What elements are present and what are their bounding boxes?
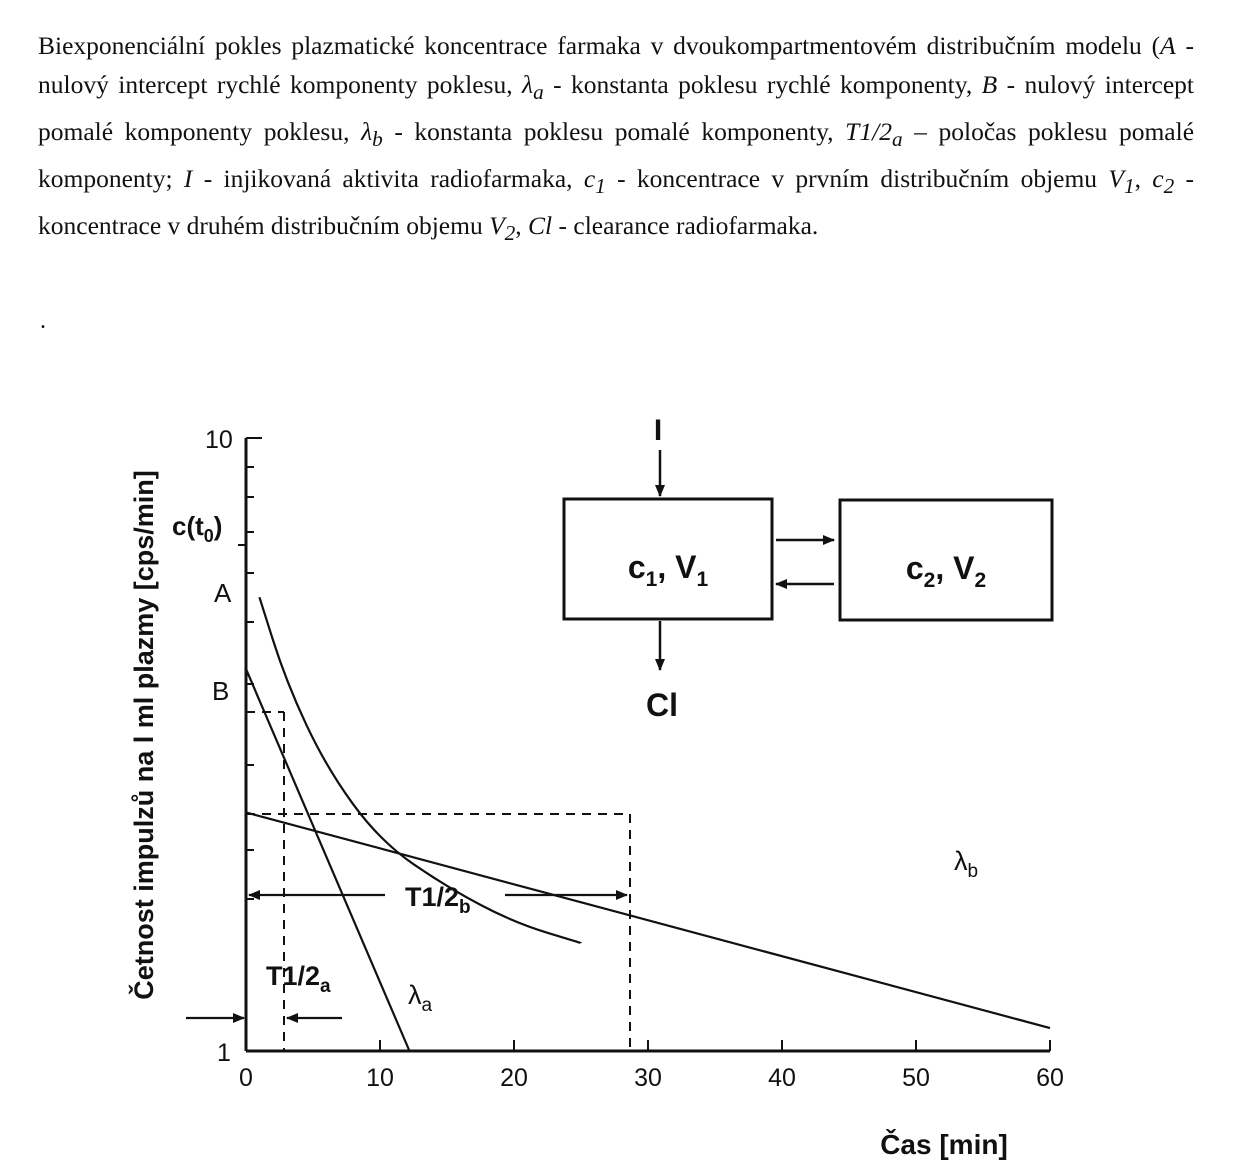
caption-text: – poločas poklesu pomalé komponenty; (38, 117, 1195, 194)
x-tick-label-30: 30 (634, 1064, 662, 1092)
caption-text: - nulový intercept rychlé komponenty poklesu, (38, 31, 1194, 99)
caption-symbol-cl: Cl (528, 211, 553, 241)
caption-subscript: b (372, 127, 383, 152)
label-clearance: Cl (646, 687, 678, 723)
caption-text: - koncentrace v druhém distribučním objemu (38, 164, 1194, 241)
label-t-half-a: $T1/2_a$ (266, 961, 331, 997)
y-tick-label-1: 1 (217, 1039, 231, 1067)
caption-text: - konstanta poklesu pomalé komponenty, (382, 117, 846, 147)
caption-lambda: λ (361, 117, 373, 147)
caption-symbol-c: c (1152, 164, 1164, 194)
x-ticks (246, 1040, 1050, 1051)
label-t-half-b: $T1/2_b$ (405, 882, 471, 918)
caption-text: , (515, 211, 529, 241)
caption-subscript: a (891, 127, 903, 152)
caption-text: - nulový intercept pomalé komponenty poklesu, (38, 70, 1195, 147)
caption-symbol-b: B (981, 70, 998, 99)
caption-subscript: 1 (595, 174, 606, 199)
x-tick-label-20: 20 (500, 1064, 528, 1092)
x-tick-label-40: 40 (768, 1064, 796, 1092)
caption-symbol-thalf: T1/2 (845, 117, 892, 147)
caption-text: - clearance radiofarmaka. (552, 211, 819, 241)
caption-symbol-a: A (1160, 31, 1176, 60)
compartment-1-label: $c_1$, $V_1$ (627, 549, 709, 591)
caption-subscript: 1 (1123, 174, 1135, 199)
caption-text: - konstanta poklesu rychlé komponenty, (543, 70, 982, 99)
caption-subscript: 2 (504, 221, 516, 246)
compartment-diagram (564, 414, 1052, 723)
caption-symbol-v: V (1108, 164, 1124, 194)
caption-subscript: 2 (1163, 174, 1175, 199)
series-lambda-b (246, 812, 1050, 1028)
label-a: A (214, 578, 232, 608)
caption-text: , (1134, 164, 1153, 194)
compartment-2-label: $c_2$, $V_2$ (905, 550, 987, 592)
y-axis-title: Četnost impulzů na l ml plazmy [cps/min] (129, 470, 159, 1000)
label-lambda-a: $\lambda_a$ (408, 980, 433, 1016)
label-c-t0: $c(t_0)$ (172, 511, 223, 546)
y-tick-label-10: 10 (205, 426, 233, 454)
label-input: I (653, 414, 663, 447)
caption-subscript: a (533, 80, 544, 105)
label-lambda-b: $\lambda_b$ (954, 846, 979, 882)
y-minor-ticks (246, 438, 262, 899)
stray-mark: . (40, 308, 46, 334)
caption-symbol-i: I (183, 164, 193, 194)
caption-text: - injikovaná aktivita radiofarmaka, (192, 164, 584, 194)
x-tick-label-0: 0 (239, 1064, 253, 1092)
label-b: B (212, 676, 230, 706)
caption-text: - koncentrace v prvním distribučním objemu (605, 164, 1109, 194)
x-tick-labels (239, 1064, 1064, 1092)
caption-text: Biexponenciální pokles plazmatické koncentrace farmaka v dvoukompartmentovém distribučním modelu ( (38, 31, 1161, 60)
caption-symbol-c: c (583, 164, 596, 194)
x-tick-label-50: 50 (902, 1064, 930, 1092)
caption-symbol-v: V (489, 211, 505, 241)
x-axis-title: Čas [min] (880, 1129, 1008, 1160)
caption-lambda: λ (522, 70, 534, 99)
x-tick-label-10: 10 (366, 1064, 394, 1092)
x-tick-label-60: 60 (1036, 1064, 1064, 1092)
